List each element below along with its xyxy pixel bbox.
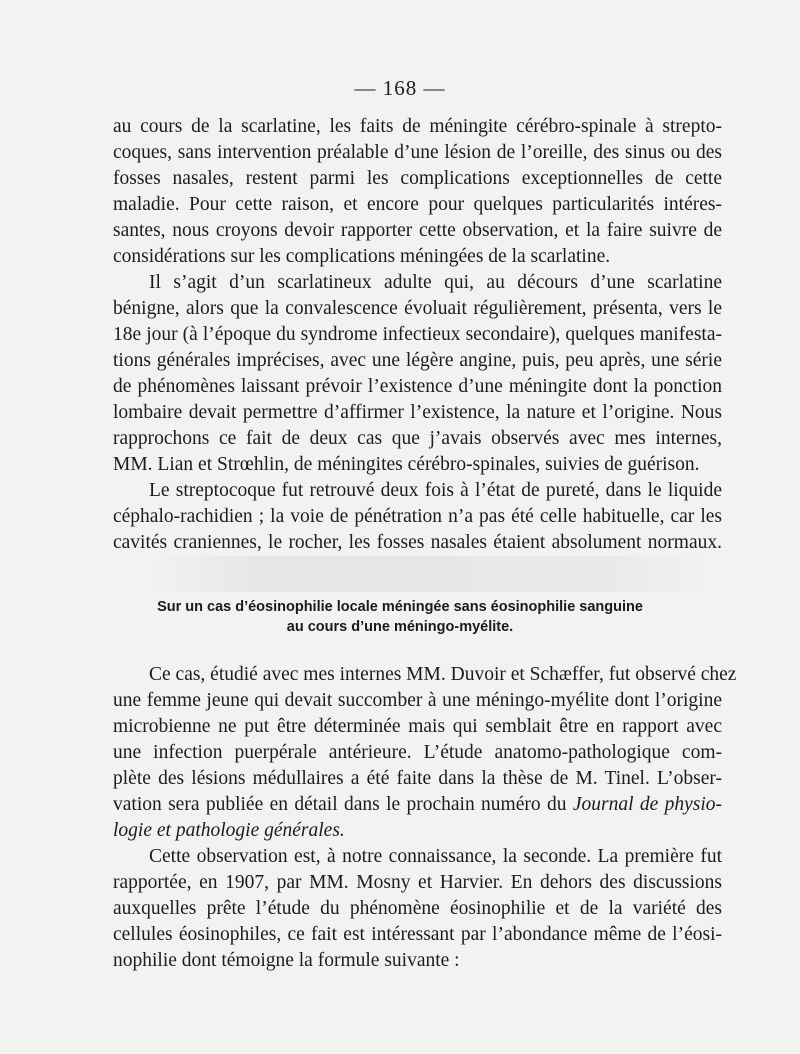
text-line: de phénomènes laissant prévoir l’existence d’une méningite dont la ponction — [113, 376, 722, 397]
text-line: une femme jeune qui devait succomber à une méningo-myélite dont l’origine — [113, 690, 722, 711]
text-line: microbienne ne put être déterminée mais qui semblait être en rapport avec — [113, 716, 722, 737]
text-line: lombaire devait permettre d’affirmer l’existence, la nature et l’origine. Nous — [113, 402, 722, 423]
text-line: cavités craniennes, le rocher, les fosses nasales étaient absolument normaux. — [113, 532, 722, 553]
heading-line-1: Sur un cas d’éosinophilie locale méningée sans éosinophilie sanguine — [157, 599, 643, 615]
text-line: Cette observation est, à notre connaissance, la seconde. La première fut — [149, 846, 722, 867]
text-fragment: vation sera publiée en détail dans le prochain numéro du — [113, 794, 567, 815]
text-line: Il s’agit d’un scarlatineux adulte qui, au décours d’une scarlatine — [149, 272, 722, 293]
text-line: bénigne, alors que la convalescence évoluait régulièrement, présenta, vers le — [113, 298, 722, 319]
text-line: nophilie dont témoigne la formule suivante : — [113, 950, 460, 971]
paragraph-block-eosinophilie — [113, 662, 737, 974]
text-line: rapprochons ce fait de deux cas que j’avais observés avec mes internes, — [113, 428, 722, 449]
text-line: une infection puerpérale antérieure. L’étude anatomo-pathologique com- — [113, 742, 722, 763]
text-line: tions générales imprécises, avec une légère angine, puis, peu après, une série — [113, 350, 722, 371]
text-line: rapportée, en 1907, par MM. Mosny et Harvier. En dehors des discussions — [113, 872, 722, 893]
text-line: auxquelles prête l’étude du phénomène éosinophilie et de la variété des — [113, 898, 722, 919]
scan-smudge — [150, 556, 710, 592]
page-number: — 168 — — [354, 76, 446, 100]
heading-line-2: au cours d’une méningo-myélite. — [286, 619, 514, 635]
text-line: Le streptocoque fut retrouvé deux fois à l’état de pureté, dans le liquide — [149, 480, 722, 501]
text-line: cellules éosinophiles, ce fait est intéressant par l’abondance même de l’éosi- — [113, 924, 722, 945]
text-line: logie et pathologie générales. — [113, 820, 345, 841]
text-line: fosses nasales, restent parmi les complications exceptionnelles de cette — [113, 168, 722, 189]
text-line: MM. Lian et Strœhlin, de méningites cérébro-spinales, suivies de guérison. — [113, 454, 700, 475]
text-line: céphalo-rachidien ; la voie de pénétration n’a pas été celle habituelle, car les — [113, 506, 722, 527]
text-line: 18e jour (à l’époque du syndrome infectieux secondaire), quelques manifesta- — [113, 324, 722, 345]
journal-title-italic: Journal de physio- — [572, 794, 722, 815]
text-line: maladie. Pour cette raison, et encore pour quelques particularités intéres- — [113, 194, 722, 215]
text-line: plète des lésions médullaires a été faite dans la thèse de M. Tinel. L’obser- — [113, 768, 722, 789]
text-line: au cours de la scarlatine, les faits de méningite cérébro-spinale à strepto- — [113, 116, 722, 137]
text-line: santes, nous croyons devoir rapporter cette observation, et la faire suivre de — [113, 220, 722, 241]
section-heading — [0, 597, 800, 637]
text-line: considérations sur les complications méningées de la scarlatine. — [113, 246, 611, 267]
text-line: Ce cas, étudié avec mes internes MM. Duvoir et Schæffer, fut observé chez — [149, 664, 737, 685]
paragraph-block-scarlatine — [113, 114, 722, 556]
text-line-with-journal — [113, 792, 722, 818]
text-line: coques, sans intervention préalable d’une lésion de l’oreille, des sinus ou des — [113, 142, 722, 163]
